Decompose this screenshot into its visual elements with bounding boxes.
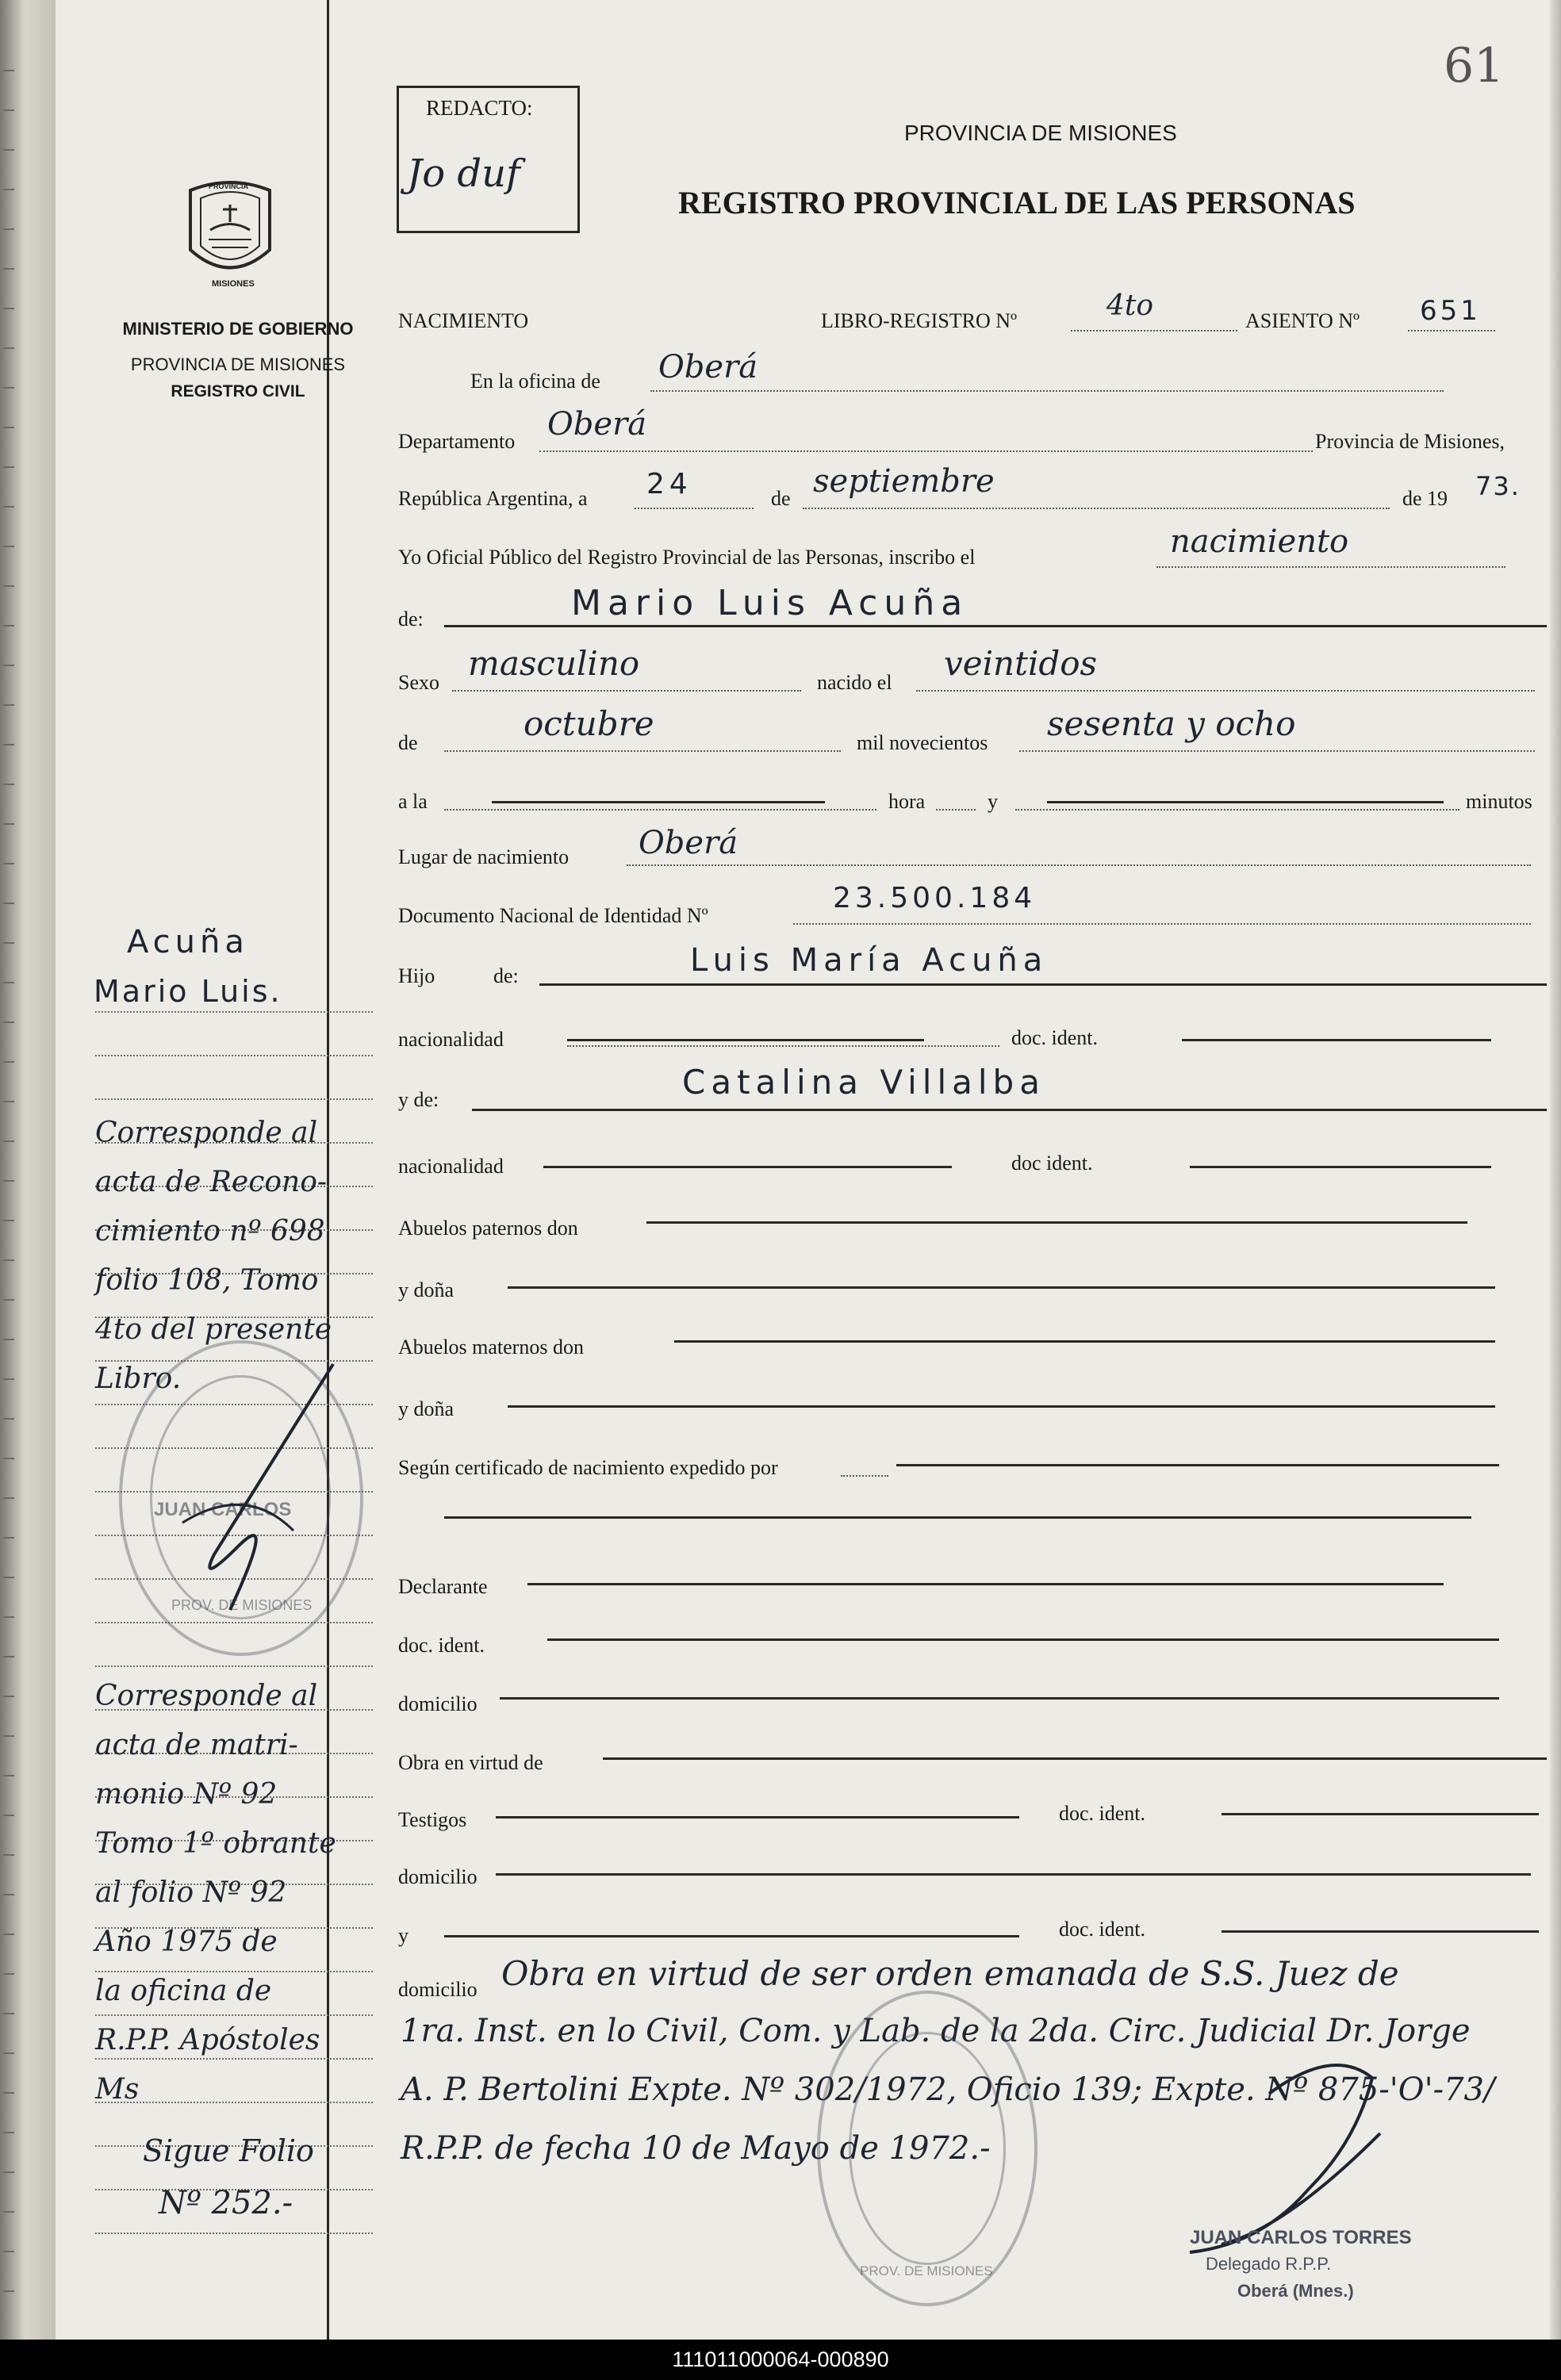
docid4-label: doc. ident. [1059, 1802, 1146, 1825]
docid5-label: doc. ident. [1059, 1918, 1146, 1941]
ala-label: a la [398, 790, 428, 813]
margin-folio-number: Nº 252.- [159, 2185, 293, 2221]
note-line: Corresponde al [95, 1680, 318, 1712]
margin-given-names: Mario Luis. [94, 974, 282, 1009]
seal-bottom-text: MISIONES [212, 279, 255, 289]
margin-surname: Acuña [127, 924, 249, 960]
seal-top-text: PROVINCIA [209, 182, 249, 190]
registro-civil-label: REGISTRO CIVIL [171, 382, 305, 400]
redacto-box [397, 86, 580, 233]
signature-left [151, 1348, 357, 1650]
dia-value: 24 [646, 468, 692, 500]
hijo-de-label: de: [493, 964, 519, 987]
sexo-value: masculino [468, 644, 640, 683]
scan-footer [0, 2340, 1561, 2380]
departamento-value: Oberá [547, 406, 647, 443]
yde-label: y de: [398, 1088, 439, 1111]
obra-label: Obra en virtud de [398, 1751, 543, 1774]
sexo-label: Sexo [398, 671, 439, 694]
ministry-label: MINISTERIO DE GOBIERNO [122, 319, 354, 339]
republica-label: República Argentina, a [398, 487, 588, 510]
ydona2-label: y doña [398, 1397, 454, 1420]
note-line: folio 108, Tomo [95, 1264, 319, 1297]
docid3-label: doc. ident. [398, 1634, 485, 1657]
signature-title: Delegado R.P.P. [1206, 2254, 1332, 2274]
note-line: Ms [95, 2073, 140, 2106]
libro-label: LIBRO-REGISTRO Nº [821, 309, 1018, 332]
header-registry: REGISTRO PROVINCIAL DE LAS PERSONAS [678, 185, 1356, 220]
de2-label: de [398, 731, 418, 754]
redacto-label: REDACTO: [426, 96, 533, 120]
anio-nac-value: sesenta y ocho [1047, 704, 1296, 743]
note-line: Corresponde al [95, 1117, 318, 1149]
provincial-seal [178, 174, 282, 293]
de-label: de [771, 487, 791, 510]
anio-prefix: de 19 [1402, 487, 1448, 510]
note-line: monio Nº 92 [95, 1778, 278, 1811]
y-label: y [988, 790, 998, 813]
doc2-label: doc ident. [1011, 1152, 1093, 1175]
domicilio1-label: domicilio [398, 1692, 478, 1715]
obra-text-line1: Obra en virtud de ser orden emanada de S.S. Juez de [501, 1954, 1399, 1993]
domicilio2-label: domicilio [398, 1865, 478, 1888]
domicilio3-label: domicilio [398, 1978, 478, 2001]
oficina-label: En la oficina de [470, 370, 600, 393]
note-line: cimiento nº 698 [95, 1215, 325, 1247]
segun-label: Según certificado de nacimiento expedido por [398, 1456, 778, 1479]
barcode-text: 111011000064-000890 [672, 2347, 889, 2371]
obra-text-line2: 1ra. Inst. en lo Civil, Com. y Lab. de la 2da. Circ. Judicial Dr. Jorge [401, 2013, 1471, 2049]
seal-icon [178, 174, 282, 293]
abuelos-maternos-label: Abuelos maternos don [398, 1336, 584, 1359]
hijo-label: Hijo [398, 964, 435, 987]
spine-ruling [3, 32, 14, 2316]
nombre-value: Mario Luis Acuña [571, 583, 969, 623]
note-line: 4to del presente [95, 1313, 332, 1346]
ydona1-label: y doña [398, 1278, 454, 1301]
redacto-value: Jo duf [407, 151, 520, 196]
note-line: al folio Nº 92 [95, 1876, 287, 1909]
header-province: PROVINCIA DE MISIONES [904, 121, 1177, 145]
de-nombre-label: de: [398, 607, 424, 630]
acto-value: nacimiento [1170, 523, 1349, 560]
note-line: Libro. [95, 1362, 182, 1395]
obra-text-line4: R.P.P. de fecha 10 de Mayo de 1972.- [401, 2130, 991, 2167]
note-line: Año 1975 de [95, 1926, 278, 1958]
signature-place: Oberá (Mnes.) [1237, 2281, 1354, 2301]
stamp-inner-ring [849, 2032, 1006, 2265]
minutos-label: minutos [1466, 790, 1532, 813]
obra-text-line3: A. P. Bertolini Expte. Nº 302/1972, Oficio 139; Expte. Nº 875-'O'-73/ [401, 2071, 1495, 2108]
note-line: acta de matri- [95, 1729, 298, 1761]
abuelos-paternos-label: Abuelos paternos don [398, 1217, 578, 1240]
dni-value: 23.500.184 [833, 882, 1037, 914]
signature-name: JUAN CARLOS TORRES [1190, 2227, 1412, 2248]
page-number: 61 [1444, 38, 1505, 94]
departamento-label: Departamento [398, 430, 516, 453]
doc1-label: doc. ident. [1011, 1026, 1099, 1049]
madre-value: Catalina Villalba [682, 1063, 1045, 1102]
oficina-value: Oberá [658, 349, 758, 385]
nac1-label: nacionalidad [398, 1028, 504, 1051]
margin-note-marriage [95, 1672, 381, 2114]
oficial-text: Yo Oficial Público del Registro Provincial de las Personas, inscribo el [398, 546, 976, 569]
asiento-label: ASIENTO Nº [1245, 309, 1360, 332]
book-spine [0, 0, 56, 2340]
lugar-label: Lugar de nacimiento [398, 845, 570, 868]
stamp-ring-text: PROV. DE MISIONES [860, 2263, 993, 2278]
official-stamp-right [817, 1991, 1037, 2306]
y2-label: y [398, 1924, 408, 1947]
provincia-suffix: Provincia de Misiones, [1315, 430, 1505, 453]
hora-label: hora [888, 790, 926, 813]
note-line: la oficina de [95, 1975, 272, 2007]
libro-value: 4to [1107, 289, 1154, 322]
lugar-value: Oberá [639, 825, 738, 861]
stamp-name: JUAN CARLOS [154, 1499, 292, 1520]
mes-nac-value: octubre [524, 704, 654, 743]
note-line: acta de Recono- [95, 1166, 328, 1198]
note-line: R.P.P. Apóstoles [95, 2024, 320, 2056]
mil-label: mil novecientos [857, 731, 988, 754]
province-label: PROVINCIA DE MISIONES [130, 355, 346, 374]
stamp-ring-text: PROV. DE MISIONES [171, 1597, 313, 1613]
anio-value: 73. [1475, 471, 1521, 501]
note-line: Tomo 1º obrante [95, 1827, 336, 1860]
margin-sigue-folio: Sigue Folio [143, 2133, 314, 2168]
page-edge [1550, 0, 1561, 2340]
nac2-label: nacionalidad [398, 1155, 504, 1178]
nacido-value: veintidos [944, 644, 1098, 683]
nacido-label: nacido el [817, 671, 892, 694]
mes-value: septiembre [813, 463, 995, 500]
testigos-label: Testigos [398, 1808, 467, 1831]
nacimiento-label: NACIMIENTO [398, 309, 529, 332]
padre-value: Luis María Acuña [690, 942, 1049, 979]
dni-label: Documento Nacional de Identidad Nº [398, 904, 708, 927]
asiento-value: 651 [1420, 295, 1481, 327]
declarante-label: Declarante [398, 1575, 488, 1598]
